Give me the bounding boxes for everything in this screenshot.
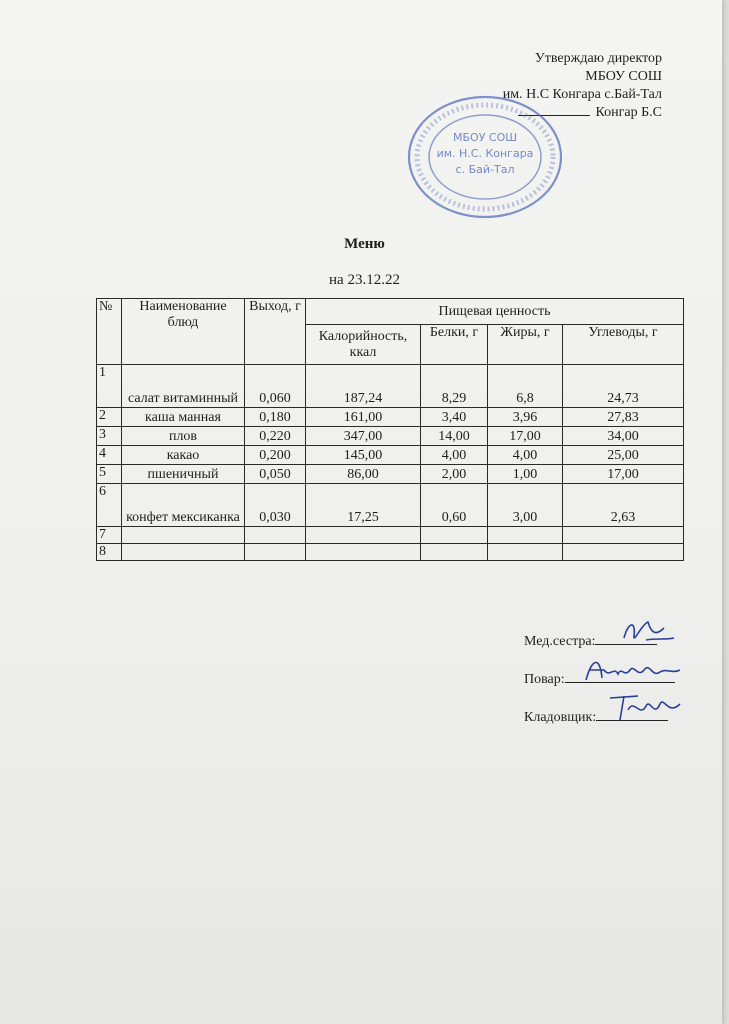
- nurse-signature-scribble: [618, 614, 678, 650]
- cell-fat: 1,00: [488, 465, 563, 484]
- cell-carbs: 17,00: [563, 465, 684, 484]
- document-date: на 23.12.22: [329, 272, 400, 288]
- storekeeper-signature-scribble: [604, 690, 684, 726]
- cell-fat: 3,00: [488, 484, 563, 527]
- cook-label: Повар:: [524, 672, 565, 687]
- header-nutrition-group: Пищевая ценность: [306, 299, 684, 325]
- cell-kcal: 347,00: [306, 427, 421, 446]
- signature-block: [524, 630, 675, 744]
- approval-line-1: Утверждаю директор: [534, 51, 662, 66]
- cell-carbs: [563, 544, 684, 561]
- nurse-label: Мед.сестра:: [524, 634, 596, 649]
- cell-output: 0,180: [245, 408, 306, 427]
- cell-carbs: 24,73: [563, 365, 684, 408]
- cell-num: 8: [97, 544, 122, 561]
- cell-protein: [421, 527, 488, 544]
- cell-carbs: 27,83: [563, 408, 684, 427]
- header-num: №: [97, 299, 122, 365]
- cell-num: 1: [97, 365, 122, 408]
- storekeeper-label: Кладовщик:: [524, 710, 597, 725]
- cell-name: какао: [122, 446, 245, 465]
- cell-name: пшеничный: [122, 465, 245, 484]
- table-row: [97, 465, 684, 484]
- cell-output: 0,060: [245, 365, 306, 408]
- cell-kcal: 187,24: [306, 365, 421, 408]
- cell-fat: 17,00: [488, 427, 563, 446]
- cell-output: 0,050: [245, 465, 306, 484]
- cell-fat: 6,8: [488, 365, 563, 408]
- cell-num: 7: [97, 527, 122, 544]
- stamp-line-3: с. Бай-Тал: [455, 163, 515, 176]
- storekeeper-signature-row: [524, 706, 675, 744]
- cell-protein: 4,00: [421, 446, 488, 465]
- table-row: [97, 365, 684, 408]
- school-stamp: [405, 92, 565, 222]
- cook-signature-scribble: [580, 652, 684, 688]
- cell-fat: 3,96: [488, 408, 563, 427]
- cell-protein: 14,00: [421, 427, 488, 446]
- cell-output: [245, 527, 306, 544]
- header-protein: Белки, г: [421, 325, 488, 365]
- cell-protein: 8,29: [421, 365, 488, 408]
- cell-carbs: 2,63: [563, 484, 684, 527]
- cell-name: конфет мексиканка: [122, 484, 245, 527]
- cell-protein: 2,00: [421, 465, 488, 484]
- header-carbs: Углеводы, г: [563, 325, 684, 365]
- cell-carbs: [563, 527, 684, 544]
- cell-output: 0,220: [245, 427, 306, 446]
- table-row: [97, 484, 684, 527]
- cell-name: [122, 527, 245, 544]
- director-name: Конгар Б.С: [595, 105, 662, 120]
- cell-kcal: 161,00: [306, 408, 421, 427]
- cell-output: 0,200: [245, 446, 306, 465]
- cell-kcal: [306, 527, 421, 544]
- cell-protein: [421, 544, 488, 561]
- cell-num: 5: [97, 465, 122, 484]
- table-row: [97, 446, 684, 465]
- cell-carbs: 25,00: [563, 446, 684, 465]
- cell-output: [245, 544, 306, 561]
- cell-kcal: 145,00: [306, 446, 421, 465]
- cell-kcal: [306, 544, 421, 561]
- cell-num: 2: [97, 408, 122, 427]
- header-fat: Жиры, г: [488, 325, 563, 365]
- header-kcal: Калорийность, ккал: [306, 325, 421, 365]
- cell-name: [122, 544, 245, 561]
- cell-num: 6: [97, 484, 122, 527]
- menu-table: [96, 298, 684, 561]
- stamp-line-1: МБОУ СОШ: [453, 131, 517, 144]
- table-row: [97, 527, 684, 544]
- cell-kcal: 17,25: [306, 484, 421, 527]
- document-title: Меню: [344, 236, 385, 252]
- header-output: Выход, г: [245, 299, 306, 365]
- table-row: [97, 427, 684, 446]
- cell-carbs: 34,00: [563, 427, 684, 446]
- cell-num: 4: [97, 446, 122, 465]
- cell-output: 0,030: [245, 484, 306, 527]
- table-row: [97, 544, 684, 561]
- cell-protein: 3,40: [421, 408, 488, 427]
- cell-num: 3: [97, 427, 122, 446]
- approval-line-2: МБОУ СОШ: [585, 69, 662, 84]
- header-name: Наименование блюд: [122, 299, 245, 365]
- cell-fat: 4,00: [488, 446, 563, 465]
- cell-fat: [488, 544, 563, 561]
- stamp-line-2: им. Н.С. Конгара: [436, 147, 534, 160]
- cell-fat: [488, 527, 563, 544]
- approval-line-3: им. Н.С Конгара с.Бай-Тал: [502, 87, 662, 102]
- cell-protein: 0,60: [421, 484, 488, 527]
- cell-kcal: 86,00: [306, 465, 421, 484]
- cell-name: плов: [122, 427, 245, 446]
- table-row: [97, 408, 684, 427]
- cell-name: каша манная: [122, 408, 245, 427]
- cell-name: салат витаминный: [122, 365, 245, 408]
